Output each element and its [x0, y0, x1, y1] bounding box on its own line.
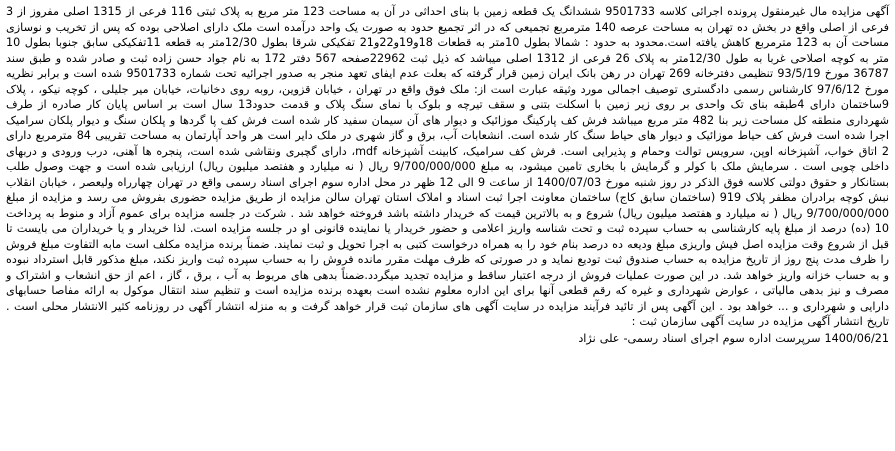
notice-body-text: آگهی مزایده مال غیرمنقول پرونده اجرائی کلاسه 9501733 ششدانگ یک قطعه زمین با بنای احداثی در آن به مساحت 123 متر مربع به پلاک ثبتی 116 فرعی از 1315 اصلی مفروز از 3 فرعی از اصلی واقع در بخش ده تهران به مساحت عرصه 140 مترمربع تجمیعی که در اثر تجمیع حدود به صورت یک واحد درآمده است ملک دارای اصلاحی بوده که پس از تخریب و نوسازی مساحت آن به 123 مترمربع کاهش یافته است.محدود به حدود : شمالا بطول 10متر به قطعات 18و19و22و21 تفکیکی شرقا بطول 12/30متر به قطعه 11تفکیکی سابق جنوبا بطول 10 متر به کوچه اصلاحی غربا به طول 12/30متر به پلاک 26 فرعی از 1312 اصلی میباشد که ذیل ثبت 22962صفحه 567 دفتر 172 به نام جواد حسن زاده ثبت و صادر شده و طبق سند 36787 مورخ 93/5/19 تنظیمی دفترخانه 269 تهران در رهن بانک ایران زمین قرار گرفته که بعلت عدم ایفای تعهد منجر به صدور اجرائیه تحت شماره 9501733 شده است و برابر نظریه مورخ 97/6/12 کارشناس رسمی دادگستری توصیف اجمالی مورد وثیقه عبارت است از: ملک فوق واقع در تهران ، خیابان قزوین، روبه روی دخانیات، خیابان میر جلیلی ، کوچه نیکو، ، پلاک 9ساختمان دارای 4طبقه بنای تک واحدی بر روی زیر زمین با اسکلت بتنی و سقف تیرچه و بلوک با نمای سنگ پلاک و قدمت حدود13 سال است بر اساس پایان کار صادره از طرف شهرداری منطقه کل مساحت زیر بنا 482 متر مربع میباشد فرش کف پارکینگ موزائیک و دیوار های آن سیمان سفید کار شده است فرش کف پا گردها و پلکان سنگ و دیوار پلکان سرامیک اجرا شده است فرش کف حیاط موزائیک و دیوار های حیاط سنگ کار شده است. انشعابات آب، برق و گاز شهری در ملک دایر است هر واحد آپارتمان به مساحت تقریبی 84 مترمربع دارای 2 اتاق خواب، آشپزخانه اوپن، سرویس توالت وحمام و پذیرایی است. فرش کف سرامیک، کابینت آشپزخانه mdf، دارای گچبری ونقاشی شده است، پنجره ها آهنی، درب ورودی و دربهای داخلی چوبی است . سرمایش ملک با کولر و گرمایش با بخاری تامین میشود، به مبلغ 9/700/000/000 ریال ( نه میلیارد و هفتصد میلیون ریال) ارزیابی شده است و جهت وصول طلب بستانکار و حقوق دولتی کلاسه فوق الذکر در روز شنبه مورخ 1400/07/03 از ساعت 9 الی 12 ظهر در محل اداره سوم اجرای اسناد رسمی واقع در تهران چهارراه ولیعصر ، خیابان انقلاب نبش کوچه برادران مظفر پلاک 919 (ساختمان سابق کاج) ساختمان معاونت اجرا ثبت اسناد و املاک استان تهران سالن مزایده از طریق مزایده حضوری بفروش می رسد و مزایده از مبلغ 9/700/000/000 ریال ( نه میلیارد و هفتصد میلیون ریال) شروع و به بالاترین قیمت که خریدار داشته باشد فروخته خواهد شد . شرکت در جلسه مزایده برای عموم آزاد و منوط به پرداخت 10 (ده) درصد از مبلغ پایه کارشناسی به حساب سپرده ثبت و تحت شناسه واریز اعلامی و حضور خریدار یا نماینده قانونی او در جلسه مزایده است. لذا خریدار و یا خریداران می بایست تا قبل از شروع وقت مزایده اصل فیش واریزی مبلغ ودیعه ده درصد بنام خود را به همراه درخواست کتبی به اجرا تحویل و ثبت نمایند. ضمناً برنده مزایده مکلف است مابه التفاوت مبلغ فروش را ظرف مدت پنج روز از تاریخ مزایده به حساب صندوق ثبت تودیع نماید و در صورتی که ظرف مهلت مقرر مانده فروش را به حساب سپرده ثبت واریز نکند، مبلغ مذکور قابل استرداد نبوده و به حساب خزانه واریز خواهد شد. در این صورت عملیات فروش از درجه اعتبار ساقط و مزایده تجدید میگردد.ضمناً بدهی های مربوط به آب ، برق ، گاز ، اعم از حق انشعاب و اشتراک و مصرف و نیز بدهی مالیاتی ، عوارض شهرداری و غیره که رقم قطعی آنها برای این اداره معلوم نشده است بعهده برنده مزایده است و تنظیم سند انتقال موکول به ارائه مفاصا حسابهای دارایی و شهرداری و ... خواهد بود . این آگهی پس از تائید فرآیند مزایده در سایت آگهی های سازمان ثبت قرار خواهد گرفت و به منزله انتشار آگهی در روزنامه کثیر الانتشار محلی است . تاریخ انتشار آگهی مزایده در سایت آگهی سازمان ثبت :	[6, 5, 890, 328]
notice-signature: 1400/06/21 سرپرست اداره سوم اجرای اسناد رسمی- علی نژاد	[578, 331, 889, 345]
